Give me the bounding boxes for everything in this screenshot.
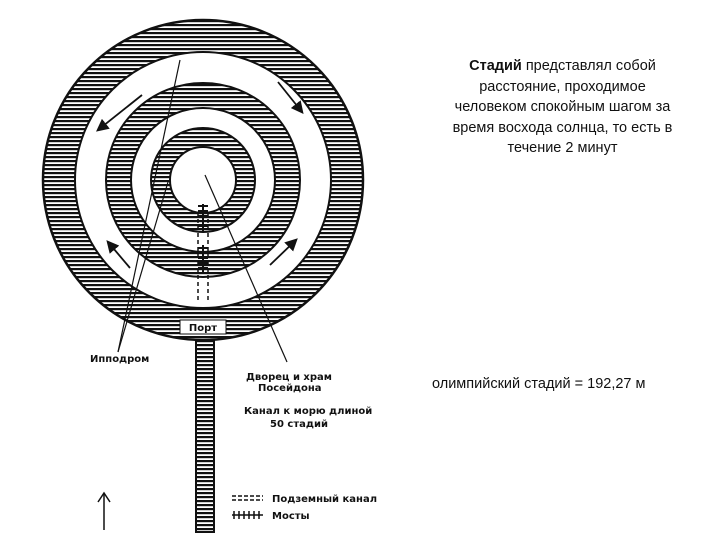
port-label: Порт <box>188 323 218 334</box>
stadion-term: Стадий <box>469 58 522 74</box>
sea-canal <box>196 340 214 532</box>
legend-underground-label: Подземный канал <box>272 494 378 505</box>
palace-label-line1: Дворец и храм <box>246 372 332 383</box>
hippodrome-label: Ипподром <box>90 354 150 365</box>
north-arrow-icon <box>98 493 110 530</box>
legend-bridges-swatch <box>232 511 263 519</box>
canal-label-line2: 50 стадий <box>270 419 328 430</box>
canal-label-line1: Канал к морю длиной <box>244 406 373 417</box>
concentric-rings <box>43 20 363 340</box>
palace-label-line2: Посейдона <box>258 383 322 394</box>
legend <box>232 494 377 522</box>
stadion-definition-text: представлял собой расстояние, проходимое человеком спокойным шагом за время восхода солнца, то есть в течение 2 минут <box>452 58 673 156</box>
legend-bridges-label: Мосты <box>272 511 310 522</box>
olympic-stadion-formula: олимпийский стадий = 192,27 м <box>432 376 646 392</box>
stadion-definition <box>445 56 680 159</box>
central-island <box>170 147 236 213</box>
